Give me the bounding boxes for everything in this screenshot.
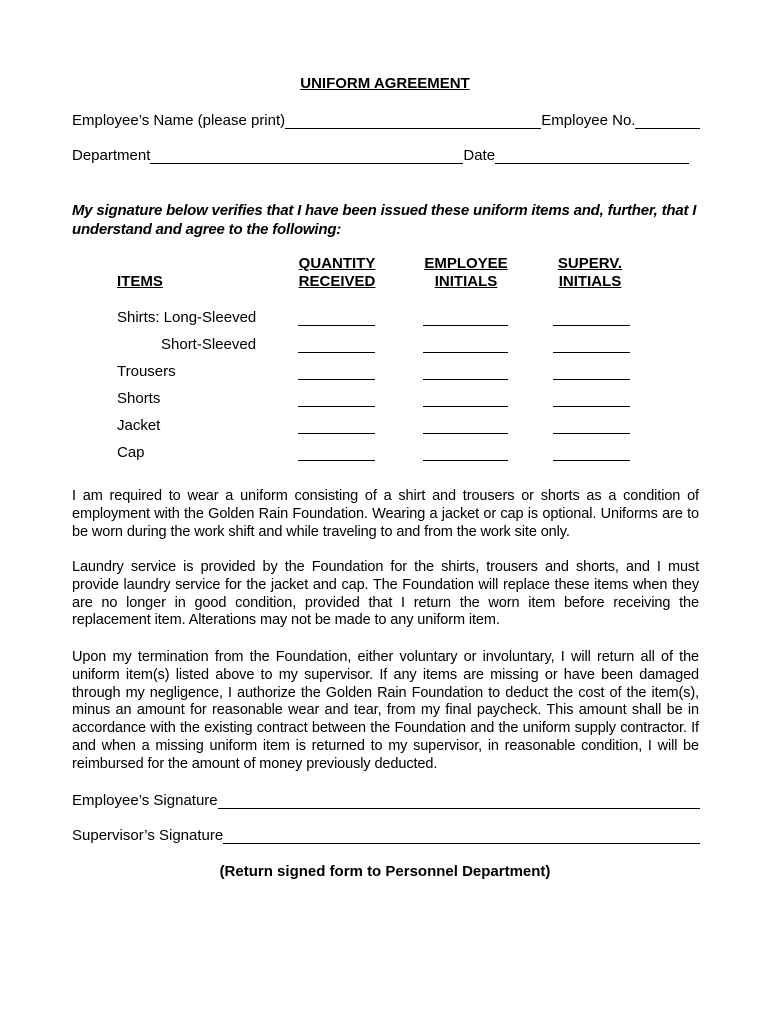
employee-name-label: Employee’s Name (please print) [72, 112, 286, 129]
employee-initials-field[interactable] [423, 460, 508, 461]
department-label: Department [72, 147, 151, 164]
quantity-field[interactable] [298, 406, 375, 407]
return-instructions: (Return signed form to Personnel Department) [219, 863, 551, 880]
supervisor-initials-field[interactable] [553, 460, 630, 461]
employee-name-field[interactable] [285, 114, 541, 129]
employee-signature-row [72, 792, 700, 809]
item-label: Trousers [117, 363, 176, 380]
employee-initials-field[interactable] [423, 352, 508, 353]
employee-signature-label: Employee’s Signature [72, 792, 218, 809]
employee-no-label: Employee No. [541, 112, 636, 129]
supervisor-signature-field[interactable] [223, 829, 700, 844]
employee-info-row [72, 112, 700, 129]
supervisor-initials-field[interactable] [553, 406, 630, 407]
termination-paragraph: Upon my termination from the Foundation, either voluntary or involuntary, I will return all of the uniform item(s) listed above to my supervisor. If any items are missing or have been damaged through my negligence, I authorize the Golden Rain Foundation to deduct the cost of the item(s), minus an amount for reasonable wear and tear, from my final paycheck. This amount shall be in accordance with the existing contract between the Foundation and the uniform supply contractor. If and when a missing uniform item is returned to my supervisor, in reasonable condition, I will be reimbursed for the amount of money previously deducted. [72, 649, 699, 772]
quantity-field[interactable] [298, 379, 375, 380]
date-field[interactable] [495, 149, 689, 164]
items-column-header: ITEMS [117, 273, 163, 290]
form-title: UNIFORM AGREEMENT [300, 75, 470, 92]
lead-statement: My signature below verifies that I have been issued these uniform items and, further, that I understand and agree to the following: [72, 202, 697, 238]
employee-no-field[interactable] [635, 114, 700, 129]
department-row [72, 147, 700, 164]
supervisor-initials-field[interactable] [553, 325, 630, 326]
supervisor-signature-row [72, 827, 700, 844]
item-label: Short-Sleeved [161, 336, 257, 353]
employee-initials-field[interactable] [423, 325, 508, 326]
employee-initials-field[interactable] [423, 433, 508, 434]
employee-initials-column-header: EMPLOYEE INITIALS [424, 255, 508, 290]
quantity-field[interactable] [298, 460, 375, 461]
supervisor-initials-field[interactable] [553, 352, 630, 353]
supervisor-initials-field[interactable] [553, 379, 630, 380]
quantity-field[interactable] [298, 352, 375, 353]
uniform-requirement-paragraph: I am required to wear a uniform consisting of a shirt and trousers or shorts as a condition of employment with the Golden Rain Foundation. Wearing a jacket or cap is optional. Uniforms are to be worn during the work shift and while traveling to and from the work site only. [72, 488, 699, 540]
employee-initials-field[interactable] [423, 379, 508, 380]
department-field[interactable] [150, 149, 463, 164]
supervisor-initials-field[interactable] [553, 433, 630, 434]
laundry-service-paragraph: Laundry service is provided by the Foundation for the shirts, trousers and shorts, and I must provide laundry service for the jacket and cap. The Foundation will replace these items when they are no longer in good condition, provided that I return the worn item before receiving the replacement item. Alterations may not be made to any uniform item. [72, 559, 699, 629]
item-label: Jacket [117, 417, 161, 434]
supervisor-signature-label: Supervisor’s Signature [72, 827, 224, 844]
date-label: Date [463, 147, 496, 164]
quantity-field[interactable] [298, 325, 375, 326]
employee-initials-field[interactable] [423, 406, 508, 407]
item-label: Shirts: Long-Sleeved [117, 309, 257, 326]
item-label: Shorts [117, 390, 161, 407]
item-label: Cap [117, 444, 145, 461]
employee-signature-field[interactable] [218, 794, 700, 809]
quantity-field[interactable] [298, 433, 375, 434]
supervisor-initials-column-header: SUPERV. INITIALS [557, 255, 623, 290]
quantity-column-header: QUANTITY RECEIVED [298, 255, 376, 290]
